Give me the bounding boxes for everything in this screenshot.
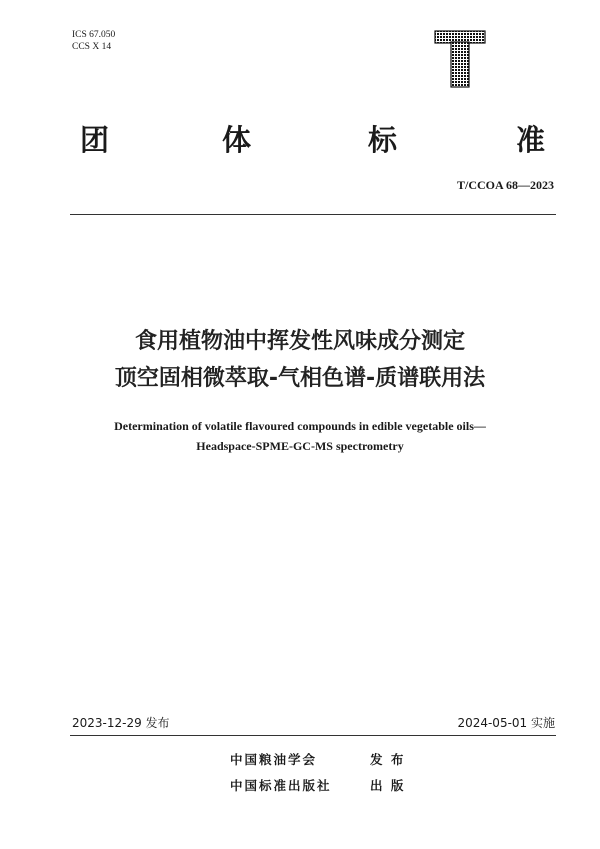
- standard-type-char: 准: [516, 123, 546, 157]
- implementation-date: 2024-05-01 实施: [457, 716, 555, 730]
- publisher-action: 出 版: [370, 778, 406, 793]
- title-zh-line1: 食用植物油中挥发性风味成分测定: [134, 329, 465, 354]
- title-en-line2: Headspace-SPME-GC-MS spectrometry: [196, 439, 404, 453]
- publisher-name: 中国粮油学会: [230, 752, 318, 767]
- title-zh-line2: 顶空固相微萃取-气相色谱-质谱联用法: [114, 366, 486, 391]
- publisher-action: 发 布: [370, 752, 406, 767]
- standard-type-char: 体: [222, 123, 252, 157]
- ics-code: ICS 67.050: [72, 30, 116, 40]
- standard-number: T/CCOA 68—2023: [456, 178, 554, 192]
- standard-t-logo-icon: [434, 30, 486, 88]
- issue-date: 2023-12-29 发布: [72, 716, 170, 730]
- title-en-line1: Determination of volatile flavoured compounds in edible vegetable oils—: [114, 419, 486, 433]
- standard-type-heading: [0, 120, 600, 160]
- standard-type-char: 团: [80, 123, 110, 157]
- ccs-code: CCS X 14: [72, 42, 112, 52]
- top-divider: [70, 214, 556, 215]
- standard-type-char: 标: [368, 123, 398, 157]
- publisher-name: 中国标准出版社: [230, 778, 332, 793]
- bottom-divider: [70, 735, 556, 736]
